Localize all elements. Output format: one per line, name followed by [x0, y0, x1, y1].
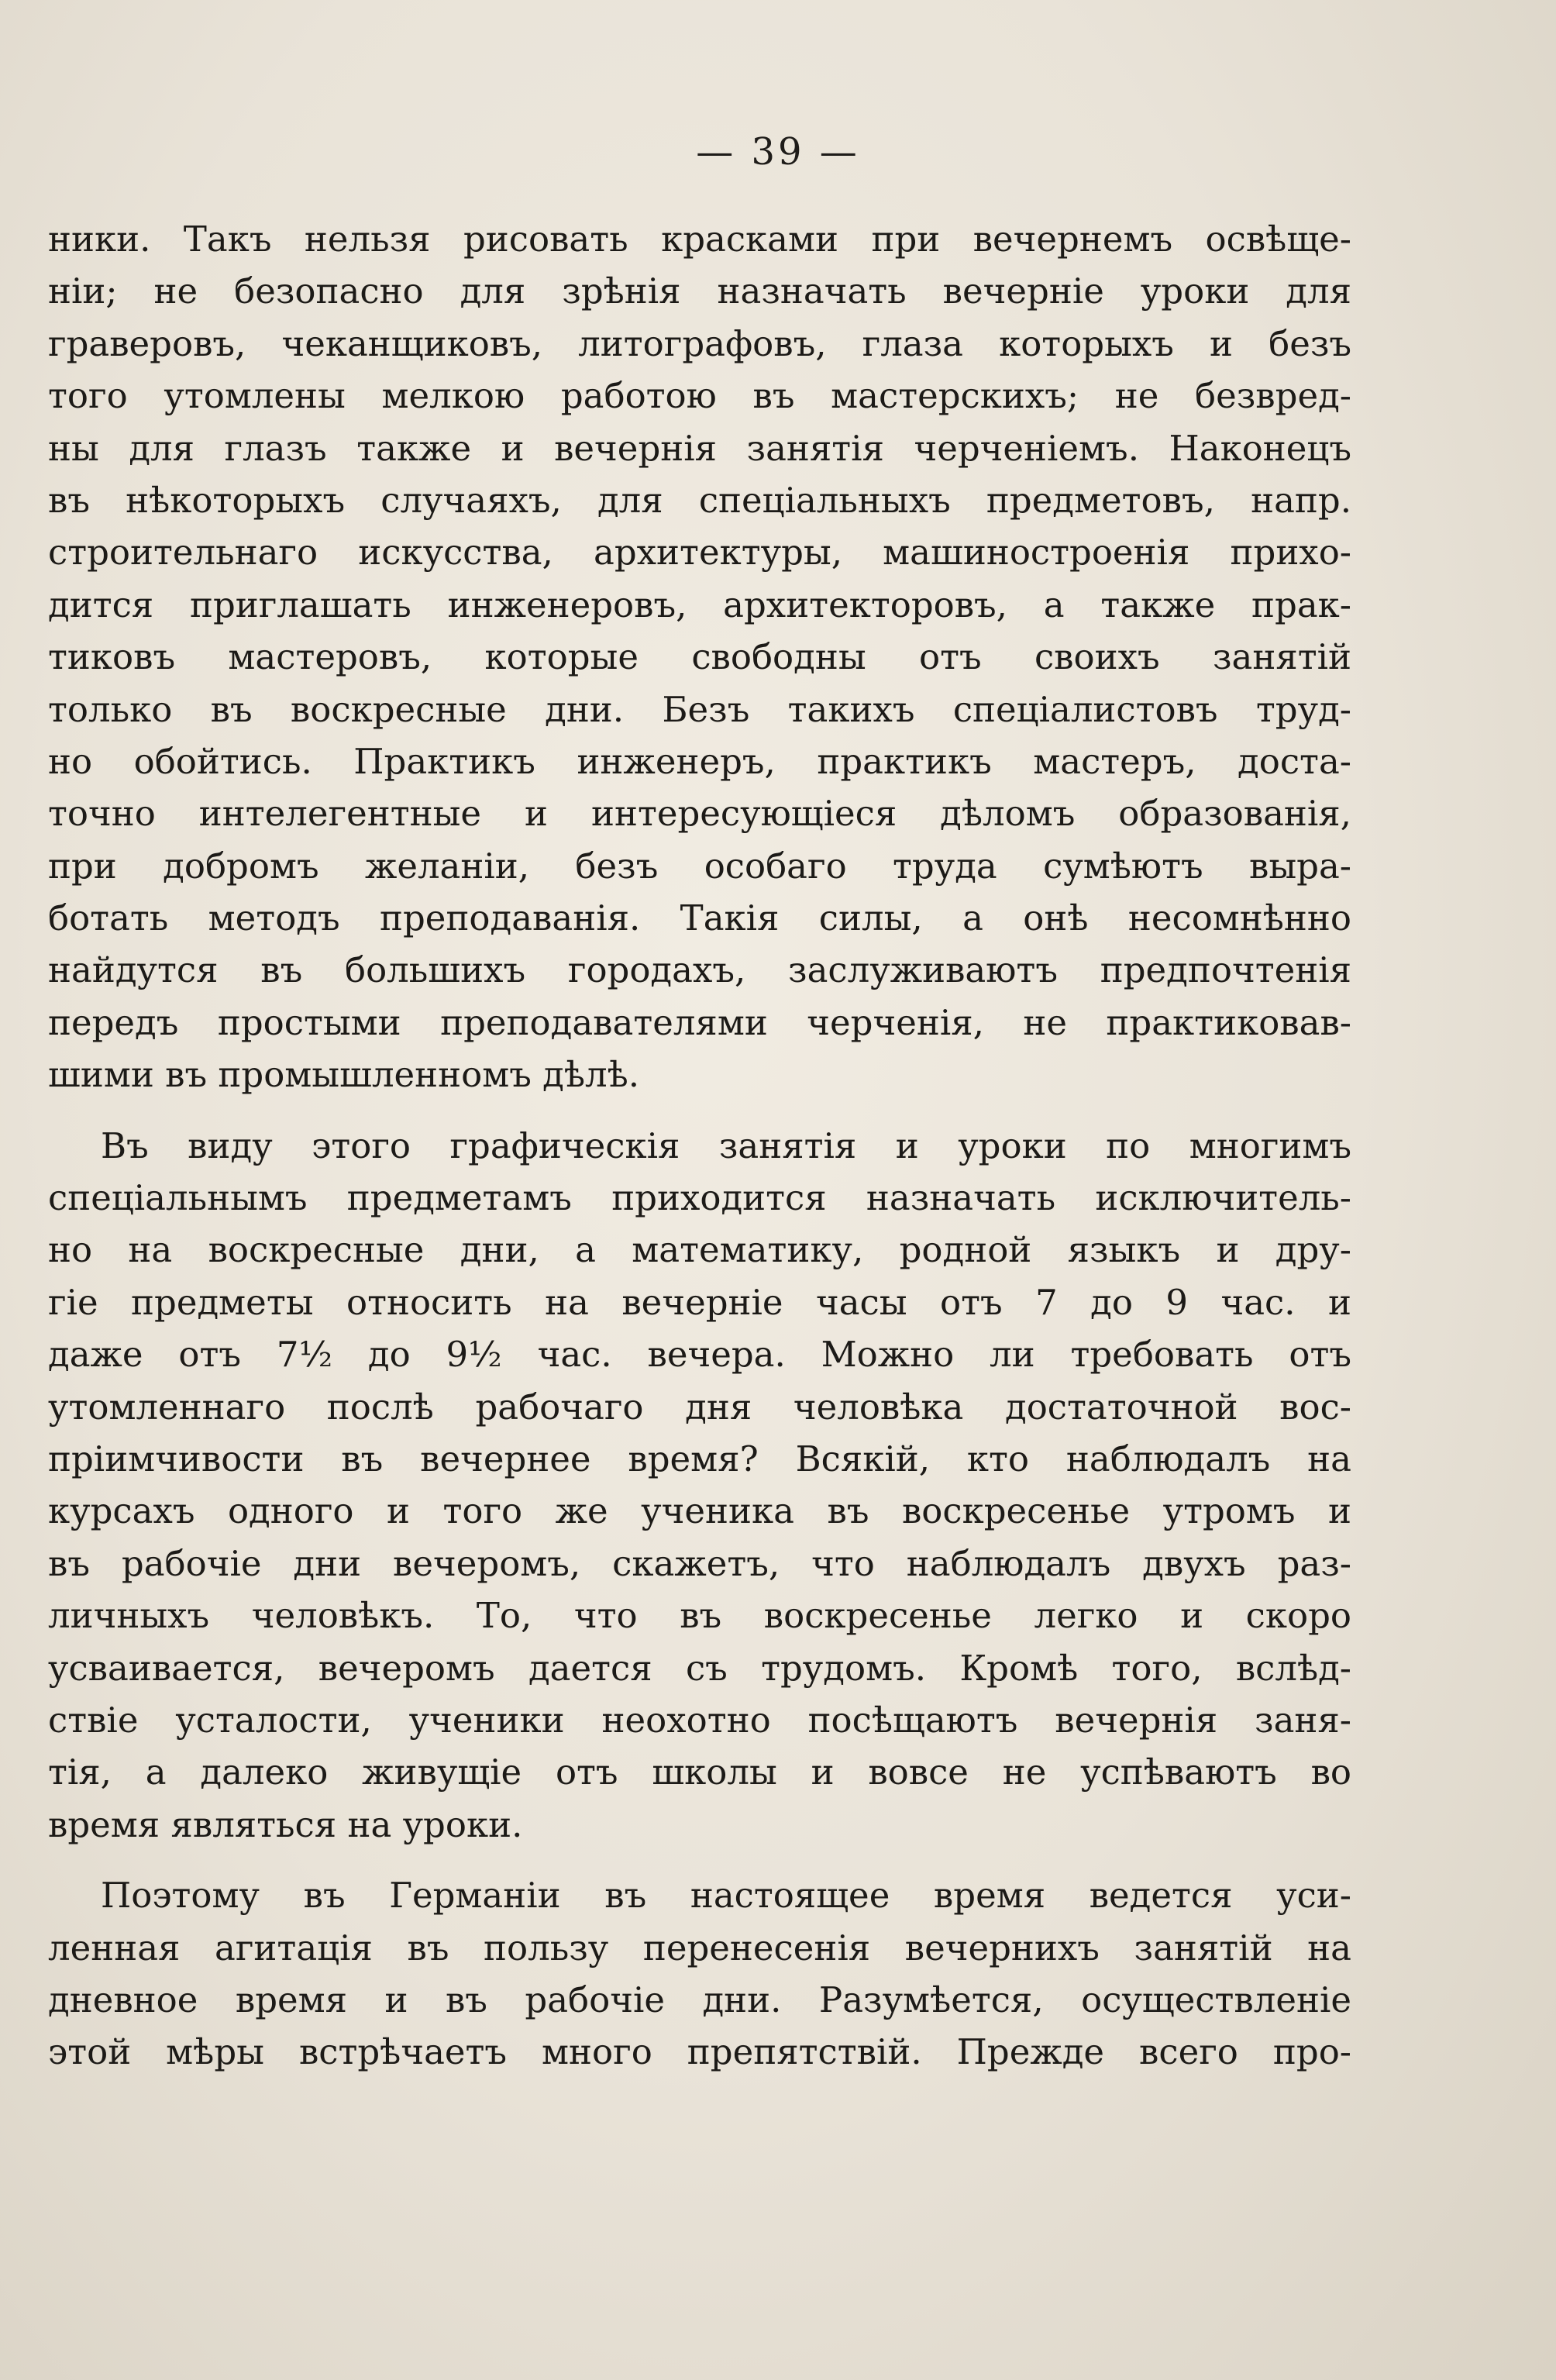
page-number: — 39 —	[696, 130, 860, 174]
text-line: но обойтись. Практикъ инженеръ, практикъ мастеръ, доста-	[48, 740, 1351, 782]
text-line: того утомлены мелкою работою въ мастерскихъ; не безвред-	[48, 375, 1351, 417]
text-line: усваивается, вечеромъ дается съ трудомъ. Кромѣ того, вслѣд-	[48, 1647, 1351, 1689]
paragraph-gap	[48, 1101, 1351, 1120]
text-line: въ рабочіе дни вечеромъ, скажетъ, что наблюдалъ двухъ раз-	[48, 1542, 1351, 1584]
text-line: тія, а далеко живущіе отъ школы и вовсе не успѣваютъ во	[48, 1751, 1351, 1793]
text-line: въ нѣкоторыхъ случаяхъ, для спеціальныхъ предметовъ, напр.	[48, 479, 1351, 521]
text-line: точно интелегентные и интересующіеся дѣломъ образованія,	[48, 793, 1351, 835]
text-line: гіе предметы относить на вечерніе часы отъ 7 до 9 час. и	[48, 1281, 1351, 1323]
text-line: курсахъ одного и того же ученика въ воскресенье утромъ и	[48, 1490, 1351, 1532]
text-line: ботать методъ преподаванія. Такія силы, а онѣ несомнѣнно	[48, 897, 1351, 939]
text-line: дневное время и въ рабочіе дни. Разумѣется, осуществленіе	[48, 1979, 1351, 2020]
text-line: но на воскресные дни, а математику, родной языкъ и дру-	[48, 1229, 1351, 1271]
text-line: только въ воскресные дни. Безъ такихъ спеціалистовъ труд-	[48, 688, 1351, 730]
text-line: строительнаго искусства, архитектуры, машиностроенія прихо-	[48, 532, 1351, 573]
text-line: при добромъ желаніи, безъ особаго труда сумѣютъ выра-	[48, 845, 1351, 887]
paragraph-3	[48, 1869, 1351, 2079]
text-line: дится приглашать инженеровъ, архитекторовъ, а также прак-	[48, 584, 1351, 625]
text-line: ленная агитація въ пользу перенесенія вечернихъ занятій на	[48, 1927, 1351, 1968]
text-line: Поэтому въ Германіи въ настоящее время ведется уси-	[101, 1875, 1351, 1917]
text-line: этой мѣры встрѣчаетъ много препятствій. Прежде всего про-	[48, 2031, 1351, 2073]
text-line: утомленнаго послѣ рабочаго дня человѣка достаточной вос-	[48, 1386, 1351, 1428]
text-line: личныхъ человѣкъ. То, что въ воскресенье легко и скоро	[48, 1595, 1351, 1637]
text-line: даже отъ 7½ до 9½ час. вечера. Можно ли требовать отъ	[48, 1334, 1351, 1376]
text-line: пріимчивости въ вечернее время? Всякій, кто наблюдалъ на	[48, 1438, 1351, 1479]
text-line: передъ простыми преподавателями черченія, не практиковав-	[48, 1001, 1351, 1043]
text-line: тиковъ мастеровъ, которые свободны отъ своихъ занятій	[48, 636, 1351, 678]
text-line: ны для глазъ также и вечернія занятія черченіемъ. Наконецъ	[48, 427, 1351, 469]
text-line: шими въ промышленномъ дѣлѣ.	[48, 1054, 640, 1096]
text-line: ствіе усталости, ученики неохотно посѣщаютъ вечернія заня-	[48, 1699, 1351, 1741]
text-line: Въ виду этого графическія занятія и уроки по многимъ	[101, 1125, 1351, 1166]
paragraph-2	[48, 1120, 1351, 1851]
text-line: спеціальнымъ предметамъ приходится назначать исключитель-	[48, 1177, 1351, 1219]
text-line: время являться на уроки.	[48, 1803, 523, 1845]
text-line: найдутся въ большихъ городахъ, заслуживаютъ предпочтенія	[48, 949, 1351, 991]
text-line: ники. Такъ нельзя рисовать красками при вечернемъ освѣще-	[48, 219, 1351, 260]
body-text	[48, 213, 1351, 2079]
text-line: граверовъ, чеканщиковъ, литографовъ, глаза которыхъ и безъ	[48, 322, 1351, 364]
text-line: ніи; не безопасно для зрѣнія назначать вечерніе уроки для	[48, 270, 1351, 312]
paragraph-1	[48, 213, 1351, 1101]
paragraph-gap	[48, 1851, 1351, 1869]
